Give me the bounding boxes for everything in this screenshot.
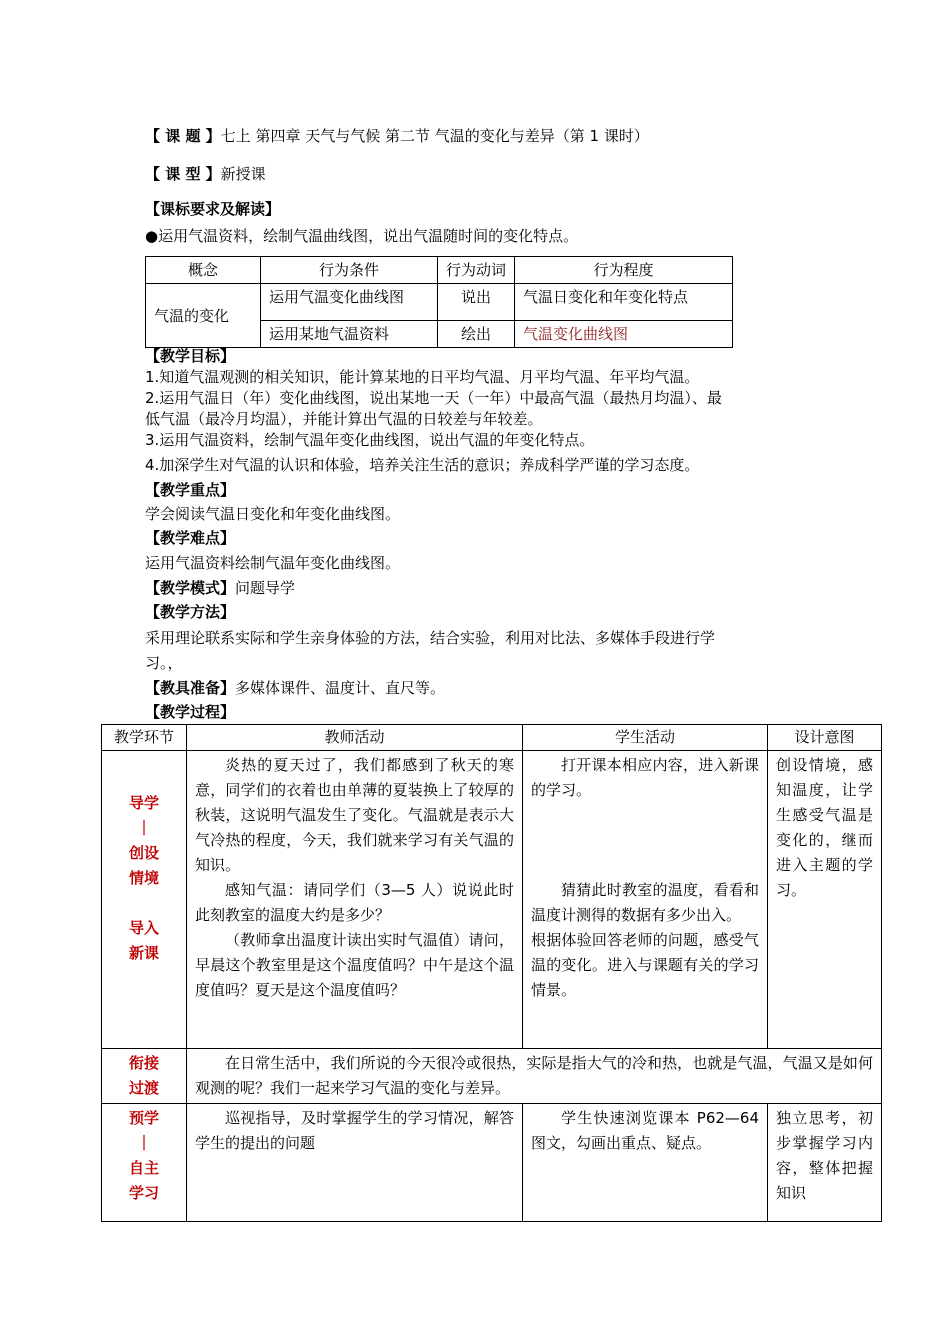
teacher-activity-preview: 巡视指导，及时掌握学生的学习情况，解答学生的提出的问题 xyxy=(187,1104,523,1222)
method-label: 【教学方法】 xyxy=(145,603,236,621)
stage-cell-transition xyxy=(102,1049,187,1104)
method-text-2: 习。， xyxy=(145,654,183,672)
type-line xyxy=(145,163,266,185)
type-value: 新授课 xyxy=(220,165,266,183)
difficulty-text: 运用气温资料绘制气温年变化曲线图。 xyxy=(145,554,401,572)
mode-label: 【教学模式】 xyxy=(145,579,236,597)
standard-degree-2: 气温变化曲线图 xyxy=(515,321,733,348)
teacher-activity-intro xyxy=(187,751,523,1049)
stage-text: 自主 xyxy=(128,1159,159,1177)
type-label: 【 课 型 】 xyxy=(145,165,221,183)
student-activity-preview: 学生快速浏览课本 P62—64 图文，勾画出重点、疑点。 xyxy=(523,1104,768,1222)
goal-item: 4.加深学生对气温的认识和体验，培养关注生活的意识；养成科学严谨的学习态度。 xyxy=(145,456,700,474)
tools-label: 【教具准备】 xyxy=(145,679,236,697)
process-header-teacher: 教师活动 xyxy=(187,725,523,751)
topic-value: 七上 第四章 天气与气候 第二节 气温的变化与差异（第 1 课时） xyxy=(220,127,649,145)
process-table xyxy=(101,724,882,1222)
student-paragraph: 猜猜此时教室的温度，看看和温度计测得的数据有多少出入。 xyxy=(531,881,759,924)
tools-line xyxy=(145,677,445,699)
standard-condition-2: 运用某地气温资料 xyxy=(261,321,438,348)
stage-text: 创设 xyxy=(128,844,159,862)
standard-table xyxy=(145,256,733,348)
difficulty-label: 【教学难点】 xyxy=(145,529,236,547)
standard-condition-1: 运用气温变化曲线图 xyxy=(261,284,438,321)
design-intent-intro: 创设情境，感知温度，让学生感受气温是变化的，继而进入主题的学习。 xyxy=(768,751,882,1049)
student-paragraph: 根据体验回答老师的问题，感受气温的变化。进入与课题有关的学习情景。 xyxy=(531,931,759,999)
standard-header-concept: 概念 xyxy=(146,257,261,284)
standard-text: ●运用气温资料，绘制气温曲线图，说出气温随时间的变化特点。 xyxy=(145,227,579,245)
stage-cell-preview xyxy=(102,1104,187,1222)
teacher-paragraph: 炎热的夏天过了，我们都感到了秋天的寒意，同学们的衣着也由单薄的夏装换上了较厚的秋装，这说明气温发生了变化。气温就是表示大气冷热的程度，今天，我们就来学习有关气温的知识。 xyxy=(195,756,514,874)
goal-item: 低气温（最冷月均温），并能计算出气温的日较差与年较差。 xyxy=(145,410,543,428)
stage-text: 学习 xyxy=(128,1184,159,1202)
standard-label: 【课标要求及解读】 xyxy=(145,200,281,218)
topic-label: 【 课 题 】 xyxy=(145,127,221,145)
standard-concept-cell: 气温的变化 xyxy=(146,284,261,348)
stage-text: ｜ xyxy=(136,819,152,837)
key-point-label: 【教学重点】 xyxy=(145,481,236,499)
student-paragraph: 打开课本相应内容，进入新课的学习。 xyxy=(531,756,759,799)
stage-text: ｜ xyxy=(136,1134,152,1152)
stage-text: 过渡 xyxy=(128,1079,159,1097)
teacher-paragraph: （教师拿出温度计读出实时气温值）请问，早晨这个教室里是这个温度值吗？中午是这个温度值吗？夏天是这个温度值吗？ xyxy=(195,931,514,999)
stage-text: 情境 xyxy=(128,869,159,887)
process-header-student: 学生活动 xyxy=(523,725,768,751)
process-header-stage: 教学环节 xyxy=(102,725,187,751)
design-intent-preview: 独立思考，初步掌握学习内容，整体把握知识 xyxy=(768,1104,882,1222)
stage-text: 新课 xyxy=(128,944,159,962)
process-label: 【教学过程】 xyxy=(145,703,236,721)
teacher-paragraph: 感知气温：请同学们（3—5 人）说说此时此刻教室的温度大约是多少？ xyxy=(195,881,514,924)
tools-text: 多媒体课件、温度计、直尺等。 xyxy=(235,679,446,697)
mode-text: 问题导学 xyxy=(235,579,296,597)
stage-cell-intro xyxy=(102,751,187,1049)
standard-header-verb: 行为动词 xyxy=(438,257,515,284)
goal-item: 2.运用气温日（年）变化曲线图，说出某地一天（一年）中最高气温（最热月均温）、最 xyxy=(145,389,722,407)
standard-degree-1: 气温日变化和年变化特点 xyxy=(515,284,733,321)
standard-verb-2: 绘出 xyxy=(438,321,515,348)
stage-text: 衔接 xyxy=(128,1054,159,1072)
student-activity-intro xyxy=(523,751,768,1049)
method-text-1: 采用理论联系实际和学生亲身体验的方法，结合实验，利用对比法、多媒体手段进行学 xyxy=(145,629,716,647)
standard-header-degree: 行为程度 xyxy=(515,257,733,284)
standard-header-condition: 行为条件 xyxy=(261,257,438,284)
process-header-design: 设计意图 xyxy=(768,725,882,751)
mode-line xyxy=(145,577,295,599)
key-point-text: 学会阅读气温日变化和年变化曲线图。 xyxy=(145,505,401,523)
standard-verb-1: 说出 xyxy=(438,284,515,321)
goals-label: 【教学目标】 xyxy=(145,347,236,365)
topic-line xyxy=(145,125,649,147)
stage-text: 预学 xyxy=(128,1109,159,1127)
goal-item: 3.运用气温资料，绘制气温年变化曲线图，说出气温的年变化特点。 xyxy=(145,431,595,449)
stage-text: 导入 xyxy=(128,919,159,937)
goal-item: 1.知道气温观测的相关知识，能计算某地的日平均气温、月平均气温、年平均气温。 xyxy=(145,368,700,386)
transition-text: 在日常生活中，我们所说的今天很冷或很热，实际是指大气的冷和热，也就是气温，气温又是如何观测的呢？我们一起来学习气温的变化与差异。 xyxy=(187,1049,882,1104)
stage-text: 导学 xyxy=(128,794,159,812)
